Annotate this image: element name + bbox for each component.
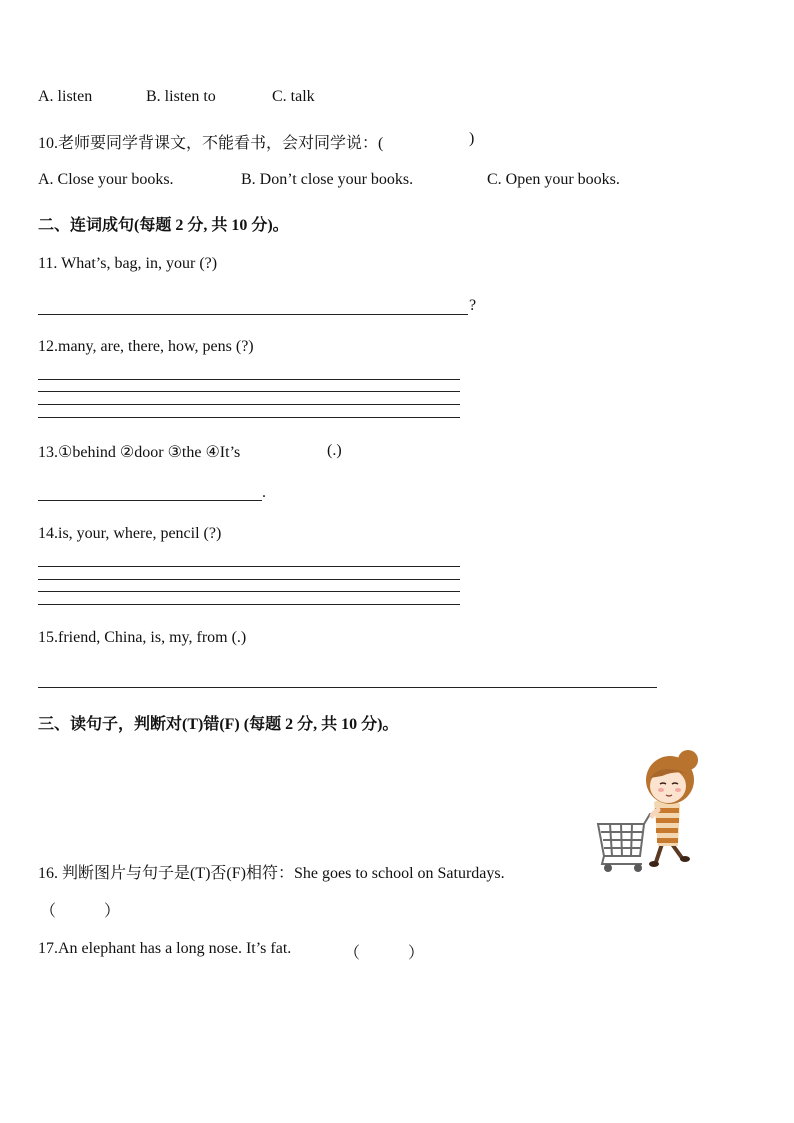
q13-words: 13.①behind ②door ③the ④It’s — [38, 444, 241, 461]
q16-answer-paren: （ ） — [40, 903, 121, 920]
q10-option-a: A. Close your books. — [38, 171, 174, 188]
q12-writing-line-4 — [38, 417, 460, 418]
q16-sentence: 16. 判断图片与句子是(T)否(F)相符：She goes to school on Saturdays. — [38, 865, 505, 882]
q10-option-c: C. Open your books. — [487, 171, 620, 188]
section-2-title: 二、连词成句(每题 2 分, 共 10 分)。 — [38, 217, 289, 234]
q9-option-b: B. listen to — [146, 88, 216, 105]
q12-writing-line-2 — [38, 391, 460, 392]
q14-writing-line-2 — [38, 579, 460, 580]
q12-writing-line-3 — [38, 404, 460, 405]
q9-option-a: A. listen — [38, 88, 93, 105]
q12-writing-line-1 — [38, 379, 460, 380]
q14-words: 14.is, your, where, pencil (?) — [38, 525, 222, 542]
q14-writing-line-3 — [38, 591, 460, 592]
q15-words: 15.friend, China, is, my, from (.) — [38, 629, 247, 646]
q12-words: 12.many, are, there, how, pens (?) — [38, 338, 254, 355]
q11-end-mark: ? — [469, 297, 477, 314]
q11-answer-line — [38, 314, 468, 315]
q10-close-paren: ) — [469, 130, 475, 147]
q10-prompt: 10.老师要同学背课文，不能看书，会对同学说：( — [38, 135, 384, 152]
q14-writing-line-4 — [38, 604, 460, 605]
q13-mark: (.) — [327, 442, 342, 459]
q17-answer-paren: （ ） — [344, 945, 425, 962]
q10-option-b: B. Don’t close your books. — [241, 171, 414, 188]
q13-end-mark: . — [262, 484, 266, 501]
q11-words: 11. What’s, bag, in, your (?) — [38, 255, 218, 272]
q17-sentence: 17.An elephant has a long nose. It’s fat. — [38, 940, 292, 957]
girl-pushing-shopping-cart-icon — [592, 748, 710, 874]
q14-writing-line-1 — [38, 566, 460, 567]
q13-answer-line — [38, 500, 262, 501]
section-3-title: 三、读句子，判断对(T)错(F) (每题 2 分, 共 10 分)。 — [38, 716, 399, 733]
q15-answer-line — [38, 687, 657, 688]
q9-option-c: C. talk — [272, 88, 315, 105]
